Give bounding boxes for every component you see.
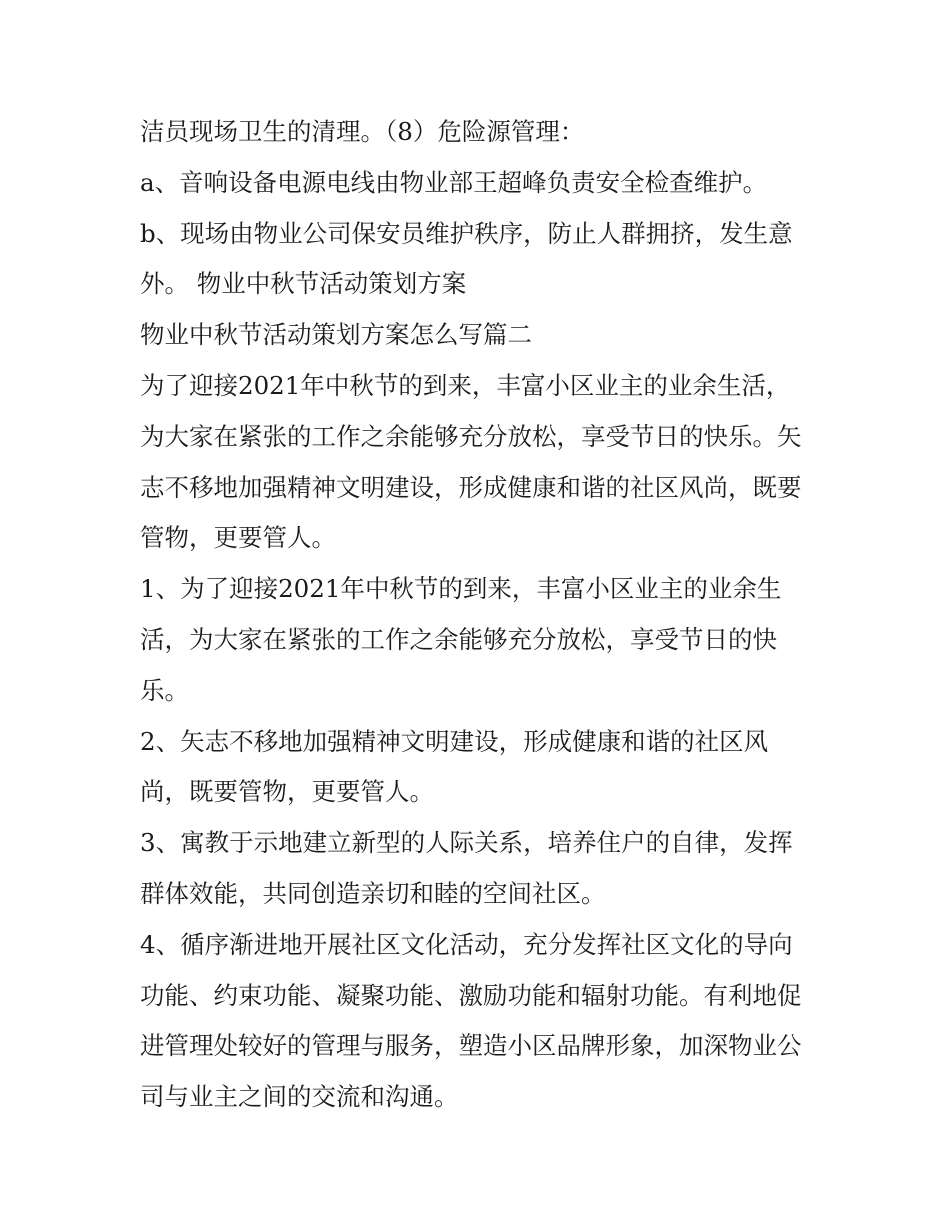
text-line: 乐。 xyxy=(140,675,189,705)
text-line: 管物，更要管人。 xyxy=(140,523,336,553)
list-item-2: 2、矢志不移地加强精神文明建设，形成健康和谐的社区风 xyxy=(140,726,769,756)
text-line: 功能、约束功能、凝聚功能、激励功能和辐射功能。有利地促 xyxy=(140,980,802,1010)
text-line: 尚，既要管物，更要管人。 xyxy=(140,777,434,807)
section-heading: 物业中秋节活动策划方案怎么写篇二 xyxy=(140,320,532,350)
text-line: a、音响设备电源电线由物业部王超峰负责安全检查维护。 xyxy=(140,167,768,197)
text-line: 为了迎接2021年中秋节的到来，丰富小区业主的业余生活， xyxy=(140,370,791,400)
text-line: 活，为大家在紧张的工作之余能够充分放松，享受节日的快 xyxy=(140,624,777,654)
text-line: b、现场由物业公司保安员维护秩序，防止人群拥挤，发生意 xyxy=(140,218,793,248)
list-item-3: 3、寓教于示地建立新型的人际关系，培养住户的自律，发挥 xyxy=(140,828,793,858)
list-item-4: 4、循序渐进地开展社区文化活动，充分发挥社区文化的导向 xyxy=(140,929,793,959)
text-line: 外。 物业中秋节活动策划方案 xyxy=(140,269,467,299)
text-line: 志不移地加强精神文明建设，形成健康和谐的社区风尚，既要 xyxy=(140,472,802,502)
text-line: 司与业主之间的交流和沟通。 xyxy=(140,1082,459,1112)
document-body xyxy=(140,107,840,1123)
text-line: 洁员现场卫生的清理。（8）危险源管理： xyxy=(140,117,585,146)
text-line: 进管理处较好的管理与服务，塑造小区品牌形象，加深物业公 xyxy=(140,1031,802,1061)
list-item-1: 1、为了迎接2021年中秋节的到来，丰富小区业主的业余生 xyxy=(140,574,782,604)
text-line: 群体效能，共同创造亲切和睦的空间社区。 xyxy=(140,878,606,908)
text-line: 为大家在紧张的工作之余能够充分放松，享受节日的快乐。矢 xyxy=(140,421,802,451)
